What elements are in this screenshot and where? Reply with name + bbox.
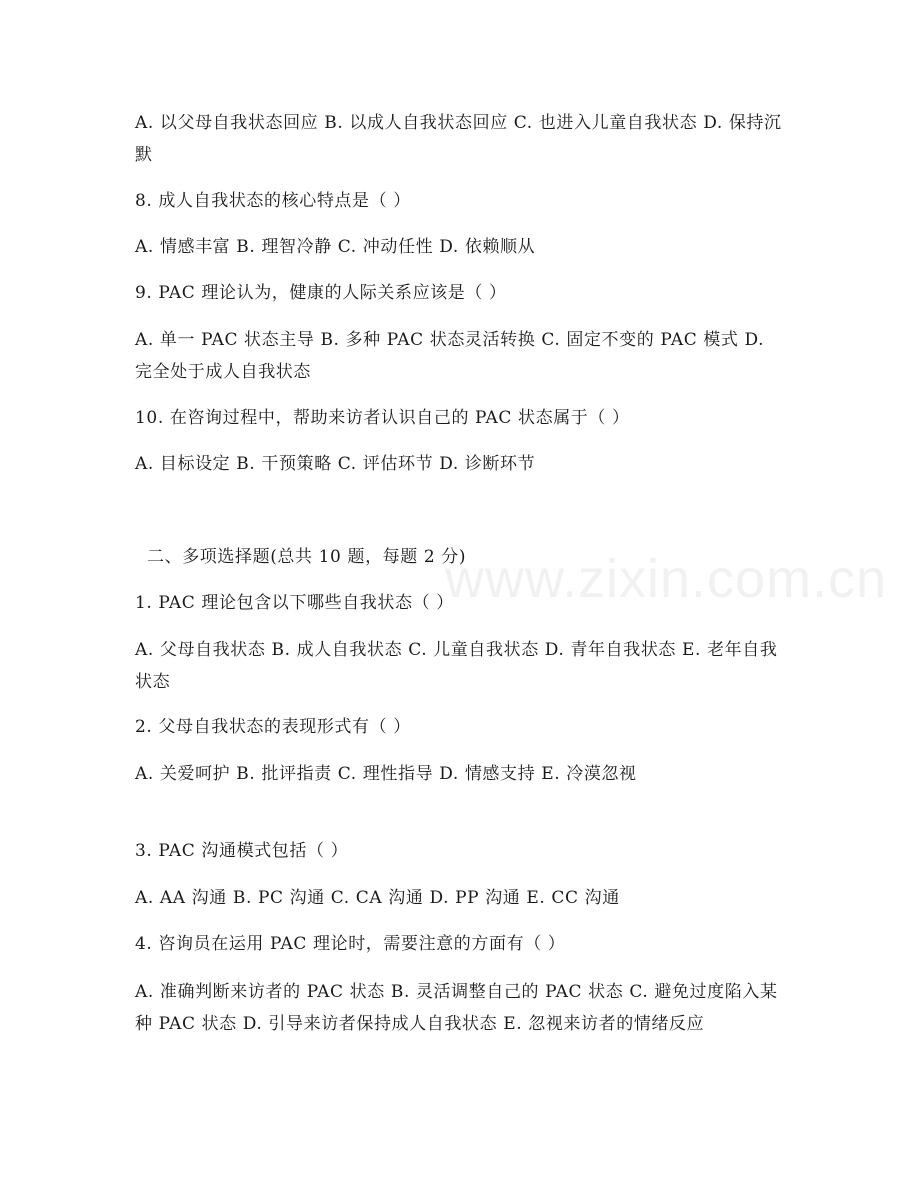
- multi-question-1-stem: 1. PAC 理论包含以下哪些自我状态（ ）: [135, 593, 454, 613]
- question-9-stem: 9. PAC 理论认为，健康的人际关系应该是（ ）: [135, 283, 507, 303]
- section-2-heading: 二、多项选择题(总共 10 题，每题 2 分): [147, 547, 467, 567]
- multi-question-2-stem: 2. 父母自我状态的表现形式有（ ）: [135, 717, 411, 737]
- question-10-options: A. 目标设定 B. 干预策略 C. 评估环节 D. 诊断环节: [135, 454, 536, 474]
- multi-question-2-options: A. 关爱呵护 B. 批评指责 C. 理性指导 D. 情感支持 E. 冷漠忽视: [135, 764, 637, 784]
- question-9-options: A. 单一 PAC 状态主导 B. 多种 PAC 状态灵活转换 C. 固定不变的 PAC 模式 D. 完全处于成人自我状态: [135, 330, 765, 382]
- question-8-stem: 8. 成人自我状态的核心特点是（ ）: [135, 191, 411, 211]
- multi-question-3-stem: 3. PAC 沟通模式包括（ ）: [135, 841, 349, 861]
- multi-question-4-options: A. 准确判断来访者的 PAC 状态 B. 灵活调整自己的 PAC 状态 C. 避免过度陷入某种 PAC 状态 D. 引导来访者保持成人自我状态 E. 忽视来访者的情绪反应: [135, 982, 778, 1034]
- multi-question-3-options: A. AA 沟通 B. PC 沟通 C. CA 沟通 D. PP 沟通 E. CC 沟通: [135, 888, 620, 908]
- multi-question-1-options: A. 父母自我状态 B. 成人自我状态 C. 儿童自我状态 D. 青年自我状态 E. 老年自我状态: [135, 640, 778, 692]
- question-7-options: A. 以父母自我状态回应 B. 以成人自我状态回应 C. 也进入儿童自我状态 D. 保持沉默: [135, 113, 782, 165]
- watermark: www.zixin.com.cn: [445, 549, 888, 609]
- question-8-options: A. 情感丰富 B. 理智冷静 C. 冲动任性 D. 依赖顺从: [135, 237, 536, 257]
- question-10-stem: 10. 在咨询过程中，帮助来访者认识自己的 PAC 状态属于（ ）: [135, 408, 630, 428]
- multi-question-4-stem: 4. 咨询员在运用 PAC 理论时，需要注意的方面有（ ）: [135, 934, 566, 954]
